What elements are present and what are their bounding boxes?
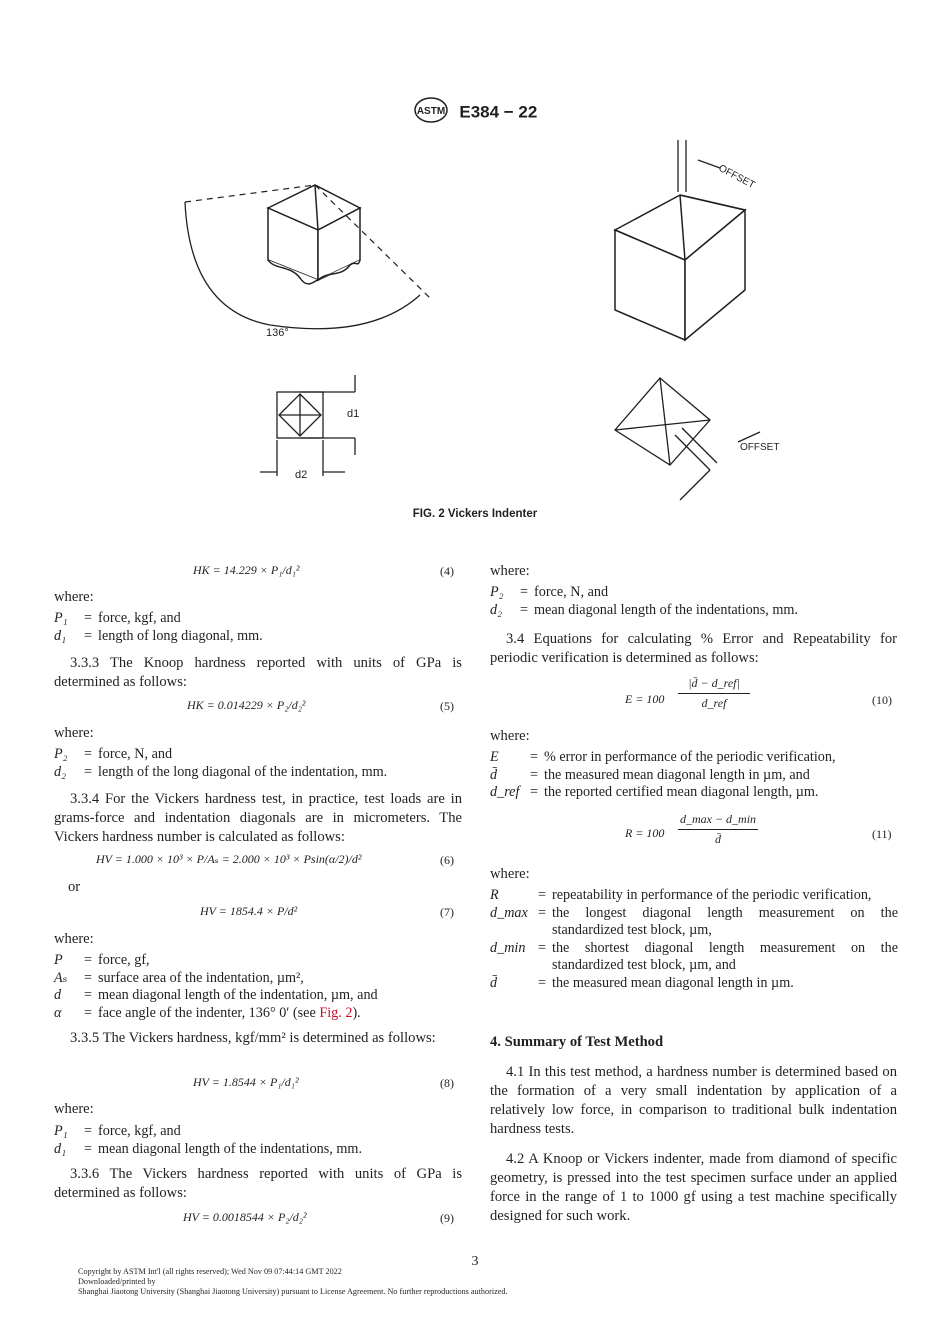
footer-line: Copyright by ASTM Int'l (all rights reserved); Wed Nov 09 07:44:14 GMT 2022 xyxy=(78,1267,342,1276)
variable-list-2 xyxy=(54,746,464,781)
d1-label: d1 xyxy=(347,408,360,420)
equation-10-number: (10) xyxy=(872,693,892,707)
paragraph-3-3-4: 3.3.4 For the Vickers hardness test, in practice, test loads are in grams-force and indentation diagonals are in micrometers. The Vickers hardness number is calculated as follows: xyxy=(54,791,462,845)
variable-list-1 xyxy=(54,610,464,645)
paragraph-3-4: 3.4 Equations for calculating % Error and Repeatability for periodic verification is determined as follows: xyxy=(490,631,897,666)
d2-label: d2 xyxy=(295,469,308,481)
variable-row: d₂ = length of the long diagonal of the indentation, mm. xyxy=(54,763,388,780)
where-label: where: xyxy=(490,728,530,744)
variable-row: P₂ = force, N, and xyxy=(54,746,173,762)
paragraph-3-3-3: 3.3.3 The Knoop hardness reported with units of GPa is determined as follows: xyxy=(54,655,462,690)
equation-6: HV = 1.000 × 10³ × P/Aₛ = 2.000 × 10³ × Psin(α/2)/d² xyxy=(96,852,362,866)
paragraph-4-2: 4.2 A Knoop or Vickers indenter, made from diamond of specific geometry, is pressed into the test specimen surface under an applied force in the range of 1 to 1000 gf using a test machine specifically designed for such work. xyxy=(490,1151,897,1224)
variable-row: d̄ = the measured mean diagonal length in µm, and xyxy=(490,766,810,783)
equation-9: HV = 0.0018544 × P₂/d₂² xyxy=(183,1210,307,1224)
variable-row: P₂ = force, N, and xyxy=(490,584,609,600)
vickers-indenter-figure xyxy=(150,130,810,510)
equation-10-numerator: |d̄ − d_ref| xyxy=(688,676,740,690)
variable-row: R = repeatability in performance of the periodic verification, xyxy=(490,887,872,903)
variable-row: Aₛ = surface area of the indentation, µm², xyxy=(54,969,304,986)
equation-8: HV = 1.8544 × P₁/d₁² xyxy=(193,1075,299,1089)
where-label: where: xyxy=(54,931,94,947)
equation-11-denominator: d̄ xyxy=(715,832,721,846)
offset-label-top: OFFSET xyxy=(716,162,757,192)
variable-list-5 xyxy=(490,584,900,619)
variable-row: P₁ = force, kgf, and xyxy=(54,1123,181,1139)
copyright-footer xyxy=(78,1267,878,1297)
equation-11-number: (11) xyxy=(872,827,892,841)
section-4-heading: 4. Summary of Test Method xyxy=(490,1034,664,1050)
variable-list-7 xyxy=(490,887,898,992)
variable-row: d = mean diagonal length of the indentation, µm, and xyxy=(54,987,378,1003)
figure-caption: FIG. 2 Vickers Indenter xyxy=(412,508,538,520)
variable-row: E = % error in performance of the periodic verification, xyxy=(490,749,836,765)
variable-list-3 xyxy=(54,952,464,1022)
equation-10-fraction xyxy=(678,676,750,711)
where-label: where: xyxy=(54,589,94,605)
equation-11-lhs: R = 100 xyxy=(625,826,665,840)
where-label: where: xyxy=(490,563,530,579)
variable-row: d̄ = the measured mean diagonal length in µm. xyxy=(490,974,794,991)
figure-2-link[interactable]: Fig. 2 xyxy=(319,1004,353,1021)
where-label: where: xyxy=(54,1101,94,1117)
page-header xyxy=(0,96,950,129)
equation-11-numerator: d_max − d_min xyxy=(679,812,757,826)
angle-label: 136° xyxy=(266,327,289,339)
footer-line: Shanghai Jiaotong University (Shanghai Jiaotong University) pursuant to License Agreement. No further reproductions authorized. xyxy=(78,1287,508,1296)
where-label: where: xyxy=(490,866,530,882)
variable-row: d_ref = the reported certified mean diagonal length, µm. xyxy=(490,784,819,800)
equation-4: HK = 14.229 × P₁/d₁² xyxy=(193,563,300,577)
logo-text: ASTM xyxy=(416,106,445,117)
equation-6-number: (6) xyxy=(440,853,454,867)
equation-11-fraction xyxy=(678,812,758,847)
variable-row: d_min = the shortest diagonal length measurement on the standardized test block, µm, and xyxy=(490,939,898,973)
variable-row: d₁ = length of long diagonal, mm. xyxy=(54,627,263,644)
equation-10-denominator: d_ref xyxy=(701,696,727,710)
paragraph-3-3-6: 3.3.6 The Vickers hardness reported with units of GPa is determined as follows: xyxy=(54,1166,462,1201)
variable-list-6 xyxy=(490,749,900,802)
equation-10-lhs: E = 100 xyxy=(625,692,665,706)
variable-row: α = face angle of the indenter, 136° 0′ (see Fig. 2). xyxy=(54,1004,361,1021)
equation-5: HK = 0.014229 × P₂/d₂² xyxy=(187,698,306,712)
equation-7: HV = 1854.4 × P/d² xyxy=(200,904,298,918)
standard-designation: E384 − 22 xyxy=(459,102,538,122)
variable-row: P = force, gf, xyxy=(54,952,150,968)
equation-9-number: (9) xyxy=(440,1211,454,1225)
variable-row: P₁ = force, kgf, and xyxy=(54,610,181,626)
variable-row: d₂ = mean diagonal length of the indentations, mm. xyxy=(490,601,798,618)
equation-7-number: (7) xyxy=(440,905,454,919)
variable-row: d_max = the longest diagonal length measurement on the standardized test block, µm, xyxy=(490,904,898,938)
variable-row: d₁ = mean diagonal length of the indentations, mm. xyxy=(54,1140,362,1157)
page-number: 3 xyxy=(471,1254,479,1269)
equation-4-number: (4) xyxy=(440,564,454,578)
where-label: where: xyxy=(54,725,94,741)
variable-list-4 xyxy=(54,1123,464,1158)
equation-5-number: (5) xyxy=(440,699,454,713)
or-label: or xyxy=(68,879,81,895)
paragraph-4-1: 4.1 In this test method, a hardness number is determined based on the formation of a very small indentation by application of a relatively low force, in comparison to traditional bulk indentation hardness tests. xyxy=(490,1064,897,1137)
equation-8-number: (8) xyxy=(440,1076,454,1090)
footer-line: Downloaded/printed by xyxy=(78,1277,156,1286)
paragraph-3-3-5: 3.3.5 The Vickers hardness, kgf/mm² is determined as follows: xyxy=(70,1030,436,1046)
astm-logo-icon xyxy=(413,96,449,129)
offset-label-bottom: OFFSET xyxy=(740,442,780,453)
